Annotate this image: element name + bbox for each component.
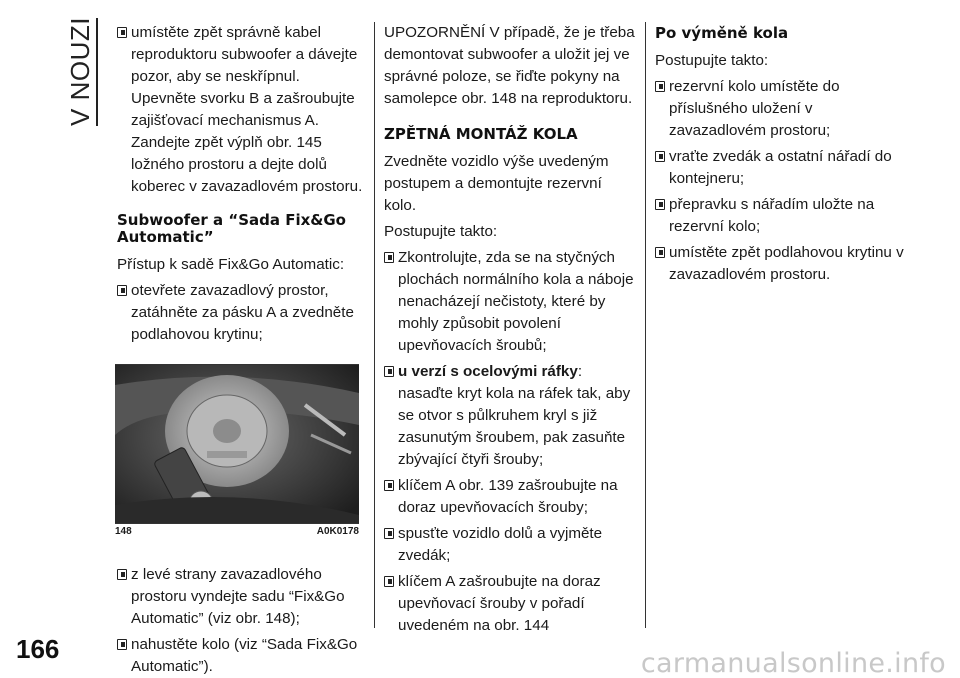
bullet-box-icon [655,247,665,258]
list-item: přepravku s nářadím uložte na rezervní kolo; [655,194,910,238]
bullet-box-icon [384,480,394,491]
list-item: vraťte zvedák a ostatní nářadí do kontejneru; [655,146,910,190]
list-item: u verzí s ocelovými ráfky: nasaďte kryt kola na ráfek tak, aby se otvor s půlkruhem kryl s již zasunutým šroubem, pak zasuňte zbývající čtyři šrouby; [384,361,636,471]
list-item: spusťte vozidlo dolů a vyjměte zvedák; [384,523,636,567]
bullet-box-icon [384,252,394,263]
trunk-photo-image [115,365,359,523]
bullet-box-icon [117,639,127,650]
list-item: klíčem A zašroubujte na doraz upevňovací šrouby v pořadí uvedeném na obr. 144 [384,571,636,637]
bullet-box-icon [384,528,394,539]
bullet-box-icon [117,285,127,296]
bullet-box-icon [384,366,394,377]
paragraph: Zvedněte vozidlo výše uvedeným postupem a demontujte rezervní kolo. [384,153,609,214]
section-tab [62,18,102,126]
list-item: umístěte zpět správně kabel reproduktoru subwoofer a dávejte pozor, aby se neskřípnul. Upevněte svorku B a zašroubujte zajišťovací mechanismus A. Zandejte zpět výplň obr. 145 ložného prostoru a dejte dolů koberec v zavazadlovém prostoru. [117,22,365,198]
figure-148 [115,364,359,540]
section-heading-subwoofer: Subwoofer a “Sada Fix&Go Automatic” [117,211,346,246]
figure-code: A0K0178 [316,526,359,537]
column-divider [645,22,646,628]
bullet-box-icon [655,151,665,162]
paragraph: Postupujte takto: [384,223,498,240]
bullet-box-icon [117,569,127,580]
column-divider [374,22,375,628]
column-2 [384,22,636,641]
bullet-box-icon [655,199,665,210]
list-item: rezervní kolo umístěte do příslušného uložení v zavazadlovém prostoru; [655,76,910,142]
list-item: klíčem A obr. 139 zašroubujte na doraz upevňovacích šrouby; [384,475,636,519]
warning-paragraph: UPOZORNĚNÍ V případě, že je třeba demontovat subwoofer a uložit jej ve správné poloze, se řiďte pokyny na samolepce obr. 148 na reproduktoru. [384,24,635,107]
bullet-box-icon [117,27,127,38]
watermark: carmanualsonline.info [640,648,946,678]
section-tab-rule [96,18,98,126]
list-item: umístěte zpět podlahovou krytinu v zavazadlovém prostoru. [655,242,910,286]
section-heading-wheel-refit: ZPĚTNÁ MONTÁŽ KOLA [384,125,578,143]
list-item: nahustěte kolo (viz “Sada Fix&Go Automatic”). [117,634,365,678]
list-item: z levé strany zavazadlového prostoru vyndejte sadu “Fix&Go Automatic” (viz obr. 148); [117,564,365,630]
column-1 [117,22,365,678]
list-item: Zkontrolujte, zda se na styčných plochách normálního kola a náboje nenacházejí nečistoty, které by mohly způsobit povolení upevňovacích šroubů; [384,247,636,357]
figure-number: 148 [115,526,132,537]
paragraph: Přístup k sadě Fix&Go Automatic: [117,256,345,273]
page-number: 166 [16,634,60,664]
column-3 [655,22,910,290]
section-tab-label: V NOUZI [65,17,95,126]
paragraph: Postupujte takto: [655,52,769,69]
section-heading-after-change: Po výměně kola [655,24,789,42]
bullet-box-icon [384,576,394,587]
list-item: otevřete zavazadlový prostor, zatáhněte za pásku A a zvedněte podlahovou krytinu; [117,280,365,346]
bullet-box-icon [655,81,665,92]
